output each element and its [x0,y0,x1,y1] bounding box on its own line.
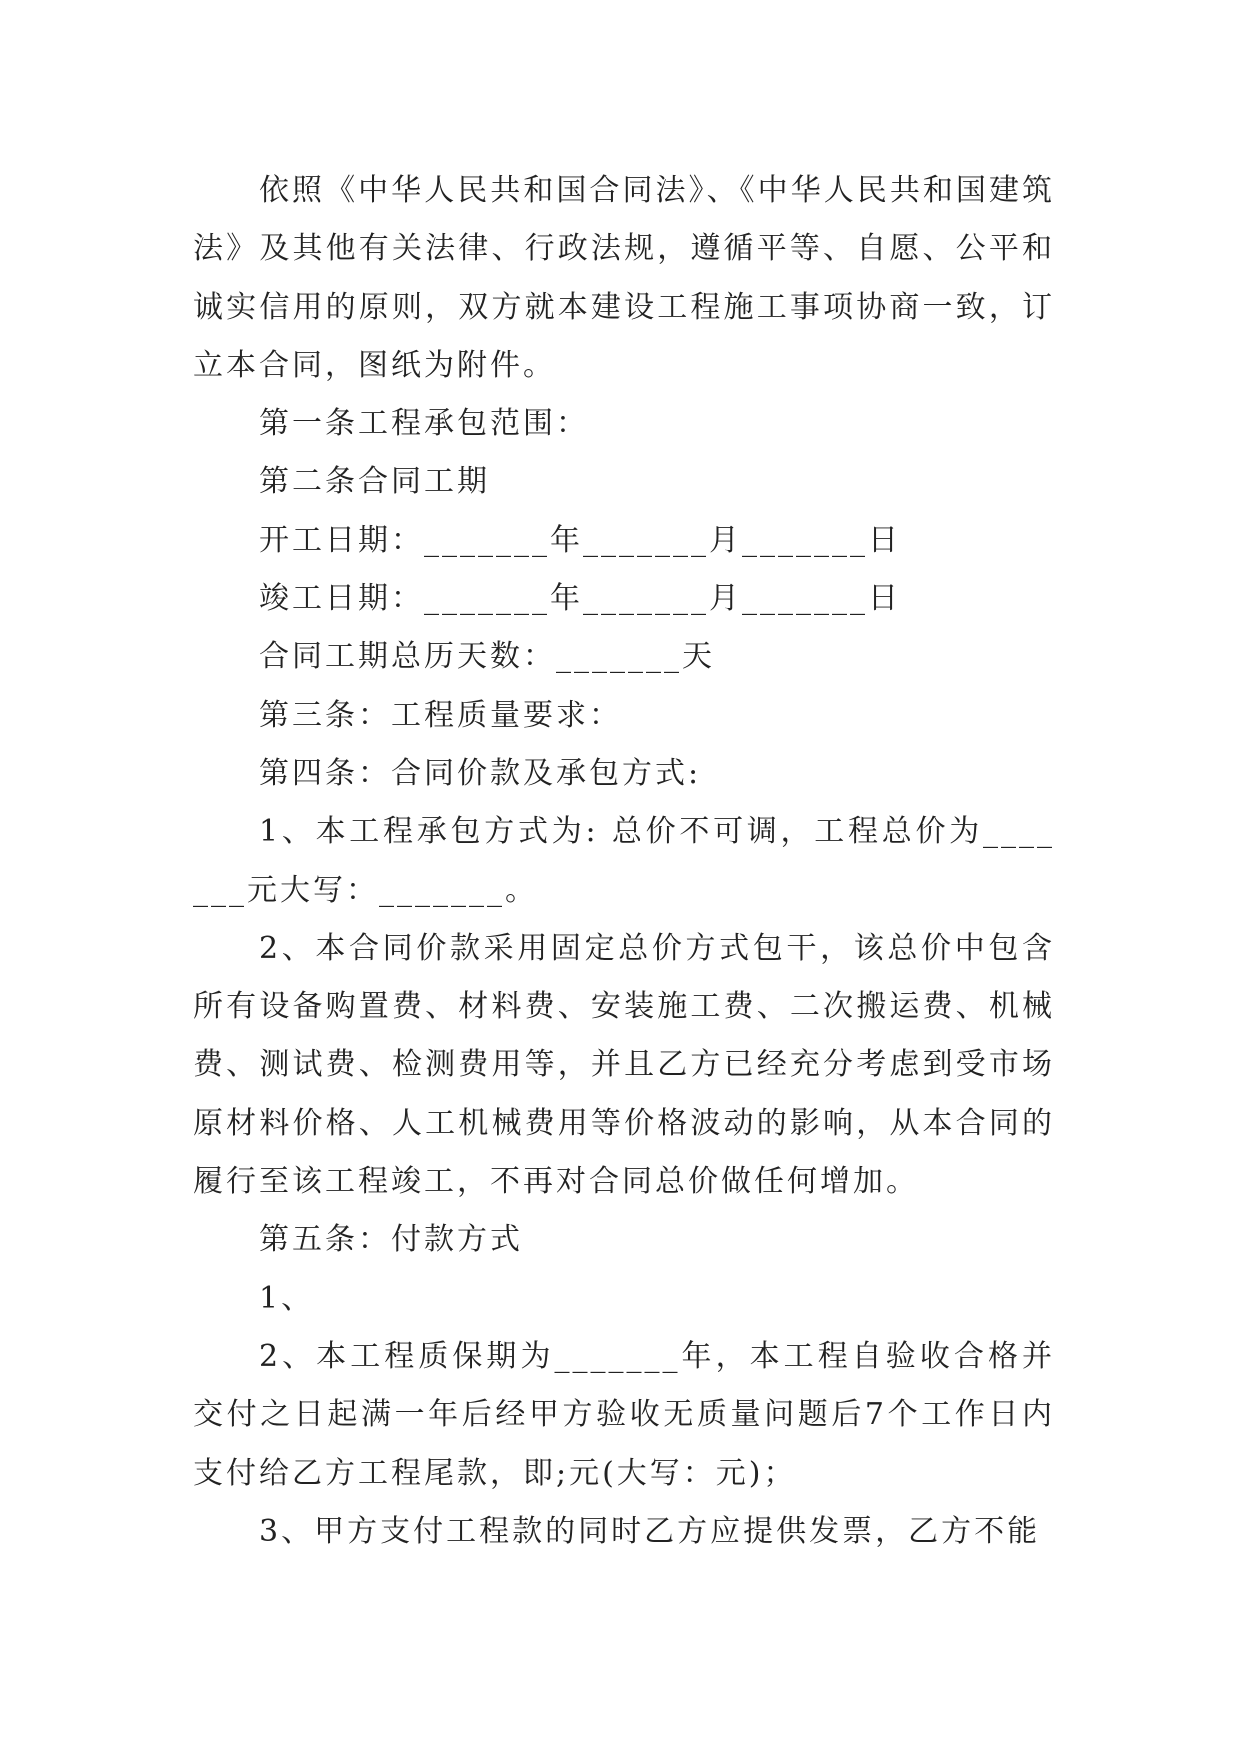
paragraph-completion-date: 竣工日期：_______年_______月_______日 [259,581,901,617]
document-body [193,162,1055,1561]
paragraph-article-4-item-2: 2、本合同价款采用固定总价方式包干，该总价中包含所有设备购置费、材料费、安装施工费、二次搬运费、机械费、测试费、检测费用等，并且乙方已经充分考虑到受市场原材料价格、人工机械费用等价格波动的影响，从本合同的履行至该工程竣工，不再对合同总价做任何增加。 [193,930,1055,1200]
paragraph-article-3: 第三条：工程质量要求： [259,697,622,733]
paragraph-article-5: 第五条：付款方式 [259,1222,523,1258]
paragraph-article-5-item-1: 1、 [259,1280,315,1316]
paragraph-article-4: 第四条：合同价款及承包方式: [259,755,702,791]
paragraph-article-2: 第二条合同工期 [259,464,490,500]
paragraph-article-5-item-2: 2、本工程质保期为_______年，本工程自验收合格并交付之日起满一年后经甲方验收无质量问题后7个工作日内支付给乙方工程尾款，即;元(大写：元)； [193,1338,1055,1491]
paragraph-start-date: 开工日期：_______年_______月_______日 [259,522,901,558]
paragraph-article-1: 第一条工程承包范围： [259,406,589,442]
paragraph-total-days: 合同工期总历天数：_______天 [259,639,715,675]
paragraph-article-5-item-3: 3、甲方支付工程款的同时乙方应提供发票，乙方不能 [259,1513,1041,1549]
paragraph-article-4-item-1: 1、本工程承包方式为: 总价不可调，工程总价为_______元大写：_______。 [193,814,1055,908]
paragraph-preamble: 依照《中华人民共和国合同法》、《中华人民共和国建筑法》及其他有关法律、行政法规，遵循平等、自愿、公平和诚实信用的原则，双方就本建设工程施工事项协商一致，订立本合同，图纸为附件。 [193,173,1055,383]
